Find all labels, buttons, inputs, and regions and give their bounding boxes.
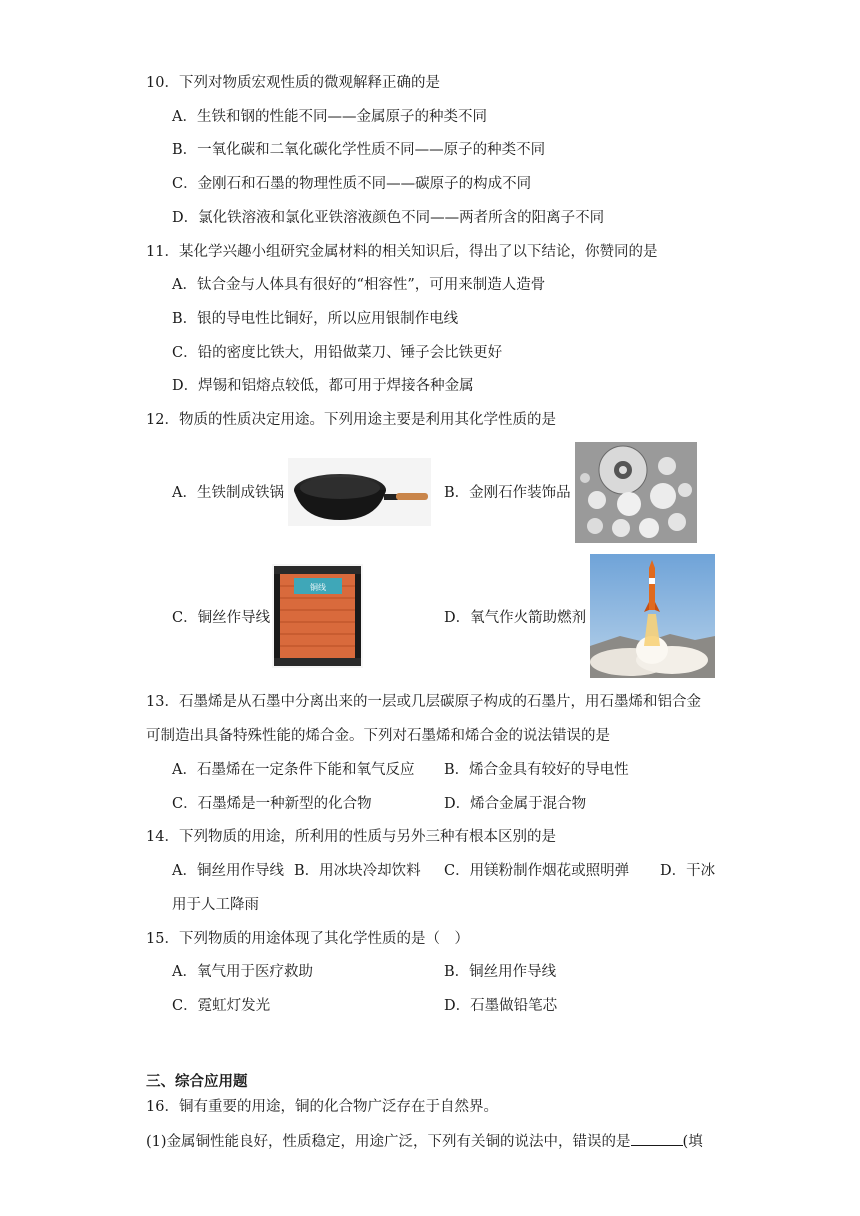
q12-option-d: D．氧气作火箭助燃剂: [444, 610, 587, 626]
q13-stem-line1: 13．石墨烯是从石墨中分离出来的一层或几层碳原子构成的石墨片，用石墨烯和铝合金: [146, 694, 701, 710]
q14-option-b: B．用冰块冷却饮料: [294, 863, 421, 879]
q14-option-c: C．用镁粉制作烟花或照明弹: [444, 863, 630, 879]
section-title: 三、综合应用题: [146, 1074, 248, 1090]
q16-sub1-text: (1)金属铜性能良好，性质稳定，用途广泛，下列有关铜的说法中，错误的是: [146, 1134, 631, 1150]
q12-stem: 12．物质的性质决定用途。下列用途主要是利用其化学性质的是: [146, 412, 556, 428]
q10-option-b: B．一氧化碳和二氧化碳化学性质不同——原子的种类不同: [172, 142, 546, 158]
q13-stem-line2: 可制造出具备特殊性能的烯合金。下列对石墨烯和烯合金的说法错误的是: [146, 728, 610, 744]
q13-option-d: D．烯合金属于混合物: [444, 796, 587, 812]
q13-option-b: B．烯合金具有较好的导电性: [444, 762, 629, 778]
q15-option-d: D．石墨做铅笔芯: [444, 998, 558, 1014]
copper-spool-image: [272, 564, 363, 668]
q13-option-c: C．石墨烯是一种新型的化合物: [172, 796, 372, 812]
rocket-image: [590, 554, 715, 678]
q14-option-d: D．干冰: [660, 863, 716, 879]
q16-sub1-tail: (填: [682, 1134, 703, 1150]
q10-option-c: C．金刚石和石墨的物理性质不同——碳原子的构成不同: [172, 176, 532, 192]
q10-option-a: A．生铁和钢的性能不同——金属原子的种类不同: [172, 109, 487, 125]
q14-stem: 14．下列物质的用途，所利用的性质与另外三种有根本区别的是: [146, 829, 556, 845]
q15-option-a: A．氧气用于医疗救助: [172, 964, 313, 980]
spool-label: 铜线: [310, 583, 326, 592]
q15-option-b: B．铜丝用作导线: [444, 964, 557, 980]
ornaments-image: [575, 442, 697, 543]
q11-option-c: C．铅的密度比铁大，用铅做菜刀、锤子会比铁更好: [172, 345, 503, 361]
q13-option-a: A．石墨烯在一定条件下能和氧气反应: [172, 762, 415, 778]
q11-stem: 11．某化学兴趣小组研究金属材料的相关知识后，得出了以下结论，你赞同的是: [146, 244, 658, 260]
q10-option-d: D．氯化铁溶液和氯化亚铁溶液颜色不同——两者所含的阳离子不同: [172, 210, 605, 226]
q12-option-b: B．金刚石作装饰品: [444, 485, 571, 501]
q12-option-c: C．铜丝作导线: [172, 610, 271, 626]
q11-option-d: D．焊锡和铝熔点较低，都可用于焊接各种金属: [172, 378, 474, 394]
wok-image: [288, 458, 431, 526]
q14-option-d-cont: 用于人工降雨: [172, 897, 259, 913]
q11-option-a: A．钛合金与人体具有很好的“相容性”，可用来制造人造骨: [172, 277, 546, 293]
q12-option-a: A．生铁制成铁锅: [172, 485, 284, 501]
q14-option-a: A．铜丝用作导线: [172, 863, 284, 879]
q15-option-c: C．霓虹灯发光: [172, 998, 271, 1014]
q16-stem: 16．铜有重要的用途，铜的化合物广泛存在于自然界。: [146, 1099, 498, 1115]
q16-sub1: [146, 1131, 703, 1152]
q15-stem: 15．下列物质的用途体现了其化学性质的是（ ）: [146, 931, 469, 947]
q11-option-b: B．银的导电性比铜好，所以应用银制作电线: [172, 311, 459, 327]
answer-blank[interactable]: [631, 1131, 683, 1146]
q10-stem: 10．下列对物质宏观性质的微观解释正确的是: [146, 75, 440, 91]
